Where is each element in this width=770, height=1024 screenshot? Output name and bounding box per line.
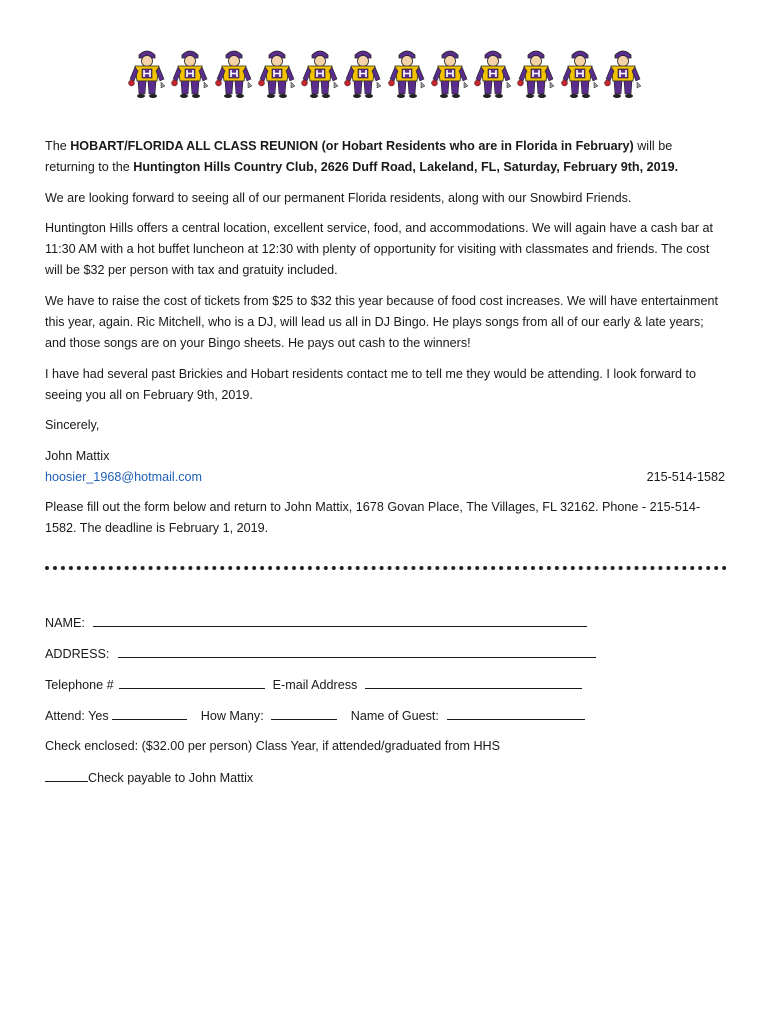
name-field[interactable] xyxy=(93,612,587,627)
address-label: ADDRESS: xyxy=(45,647,110,661)
how-many-field[interactable] xyxy=(271,705,337,720)
venue-details: Huntington Hills Country Club, 2626 Duff Road, Lakeland, FL, Saturday, February 9th, 2019. xyxy=(133,160,679,175)
mascot-banner xyxy=(128,46,642,98)
hobart-brickie-mascot-icon xyxy=(517,46,555,98)
welcome-paragraph: We are looking forward to seeing all of our permanent Florida residents, along with our Snowbird Friends. xyxy=(45,190,632,205)
signature-block xyxy=(45,446,725,489)
cost-paragraph: We have to raise the cost of tickets from $25 to $32 this year because of food cost increases. We will have entertainment this year, again. Ric Mitchell, who is a DJ, will lead us all in DJ Bingo. He plays songs from all of our early & late years; and those songs are on your Bingo sheets. He pays out cash to the winners! xyxy=(45,293,718,351)
address-field[interactable] xyxy=(118,643,596,658)
hobart-brickie-mascot-icon xyxy=(215,46,253,98)
hobart-brickie-mascot-icon xyxy=(128,46,166,98)
attend-field[interactable] xyxy=(112,705,187,720)
check-payable-text: Check payable to John Mattix xyxy=(88,771,254,785)
check-payable-field[interactable] xyxy=(45,767,88,782)
email-label: E-mail Address xyxy=(272,678,358,692)
hobart-brickie-mascot-icon xyxy=(171,46,209,98)
guest-field[interactable] xyxy=(447,705,585,720)
guest-label: Name of Guest: xyxy=(350,709,439,723)
name-label: NAME: xyxy=(45,616,85,630)
telephone-field[interactable] xyxy=(119,674,265,689)
email-field[interactable] xyxy=(365,674,582,689)
reunion-title: HOBART/FLORIDA ALL CLASS REUNION (or Hobart Residents who are in Florida in February) xyxy=(70,139,634,153)
intro-text-1: The xyxy=(45,139,71,153)
hobart-brickie-mascot-icon xyxy=(604,46,642,98)
email-link[interactable]: hoosier_1968@hotmail.com xyxy=(45,469,202,484)
instructions-paragraph: Please fill out the form below and return to John Mattix, 1678 Govan Place, The Villages, FL 32162. Phone - 215-514-1582. The deadline is February 1, 2019. xyxy=(45,500,701,536)
hobart-brickie-mascot-icon xyxy=(474,46,512,98)
cut-line-divider xyxy=(45,566,727,570)
hobart-brickie-mascot-icon xyxy=(388,46,426,98)
intro-paragraph xyxy=(45,136,725,179)
check-enclosed-text: Check enclosed: ($32.00 per person) Class Year, if attended/graduated from HHS xyxy=(45,739,501,753)
hobart-brickie-mascot-icon xyxy=(561,46,599,98)
phone-number: 215-514-1582 xyxy=(646,469,725,484)
attend-label: Attend: Yes xyxy=(45,709,109,723)
hobart-brickie-mascot-icon xyxy=(258,46,296,98)
attendance-paragraph: I have had several past Brickies and Hobart residents contact me to tell me they would be attending. I look forward to seeing you all on February 9th, 2019. xyxy=(45,366,697,402)
how-many-label: How Many: xyxy=(200,709,264,723)
hobart-brickie-mascot-icon xyxy=(344,46,382,98)
registration-form xyxy=(45,612,725,798)
hobart-brickie-mascot-icon xyxy=(301,46,339,98)
hobart-brickie-mascot-icon xyxy=(431,46,469,98)
signer-name: John Mattix xyxy=(45,448,110,463)
telephone-label: Telephone # xyxy=(45,678,114,692)
closing-text: Sincerely, xyxy=(45,418,100,433)
intro-text-2: will be returning to the xyxy=(45,139,673,175)
venue-paragraph: Huntington Hills offers a central location, excellent service, food, and accommodations. We will again have a cash bar at 11:30 AM with a hot buffet luncheon at 12:30 with plenty of opportunity for visiting with classmates and friends. The cost will be $32 per person with tax and gratuity included. xyxy=(45,220,714,278)
letter-body xyxy=(45,136,725,549)
